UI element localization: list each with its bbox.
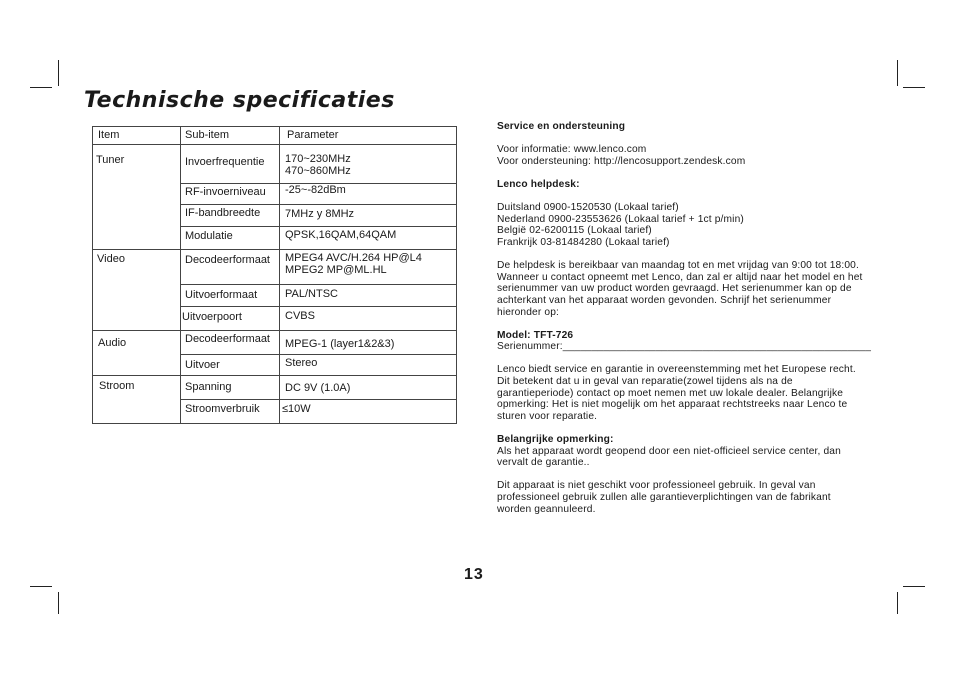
model-label: Model: TFT-726	[497, 329, 574, 341]
helpdesk-line: België 02-6200115 (Lokaal tarief)	[497, 225, 652, 237]
parameter-cell: Stereo	[285, 357, 318, 369]
table-border	[92, 126, 93, 424]
table-column-line	[180, 126, 181, 424]
paragraph-line: Dit apparaat is niet geschikt voor professioneel gebruik. In geval van	[497, 480, 816, 492]
support-section	[497, 121, 897, 527]
subitem-cell: Uitvoerpoort	[182, 311, 242, 323]
info-line: Voor informatie: www.lenco.com	[497, 144, 647, 156]
paragraph-line: Dit betekent dat u in geval van reparatie(zowel tijdens als na de	[497, 376, 793, 388]
helpdesk-heading: Lenco helpdesk:	[497, 178, 580, 190]
table-row-line	[180, 226, 457, 227]
paragraph-line: Wanneer u contact opneemt met Lenco, dan zal er altijd naar het model en het	[497, 271, 863, 283]
subitem-cell: Decodeerformaat	[185, 254, 270, 266]
parameter-cell: DC 9V (1.0A)	[285, 382, 351, 394]
parameter-cell: QPSK,16QAM,64QAM	[285, 229, 397, 241]
parameter-line: MPEG4 AVC/H.264 HP@L4	[285, 252, 422, 264]
contact-info	[497, 144, 897, 167]
table-border	[92, 144, 457, 145]
parameter-cell: -25~-82dBm	[285, 184, 346, 196]
important-note	[497, 434, 897, 469]
parameter-cell: 7MHz y 8MHz	[285, 208, 355, 220]
parameter-cell: PAL/NTSC	[285, 288, 338, 300]
table-row-line	[180, 399, 457, 400]
column-header-subitem: Sub-item	[185, 129, 230, 141]
subitem-cell: Spanning	[185, 381, 232, 393]
helpdesk-numbers	[497, 202, 897, 248]
parameter-line: 470~860MHz	[285, 165, 351, 177]
crop-mark	[903, 586, 925, 587]
parameter-cell: MPEG-1 (layer1&2&3)	[285, 338, 395, 350]
paragraph-line: hieronder op:	[497, 306, 559, 318]
table-border	[456, 126, 457, 424]
paragraph-line: professioneel gebruik zullen alle garantieverplichtingen van de fabrikant	[497, 492, 831, 503]
helpdesk-line: Frankrijk 03-81484280 (Lokaal tarief)	[497, 236, 670, 248]
crop-mark	[897, 592, 898, 614]
table-row-line	[180, 306, 457, 307]
paragraph-line: Lenco biedt service en garantie in overeenstemming met het Europese recht.	[497, 364, 856, 376]
subitem-cell: Uitvoer	[185, 359, 220, 371]
subitem-cell: Invoerfrequentie	[185, 156, 265, 168]
parameter-line: MPEG2 MP@ML.HL	[285, 264, 387, 276]
crop-mark	[897, 60, 898, 86]
parameter-cell	[285, 153, 351, 177]
model-serial	[497, 330, 897, 353]
subitem-cell: Decodeerformaat	[185, 333, 270, 345]
crop-mark	[58, 60, 59, 86]
item-video: Video	[97, 253, 125, 265]
crop-mark	[30, 87, 52, 88]
professional-use-paragraph	[497, 480, 897, 515]
spec-table	[92, 126, 457, 424]
table-row-line	[180, 284, 457, 285]
paragraph-line: worden geannuleerd.	[497, 503, 596, 515]
support-link: Voor ondersteuning: http://lencosupport.zendesk.com	[497, 155, 746, 167]
page-number: 13	[464, 566, 484, 583]
crop-mark	[30, 586, 52, 587]
paragraph-line: De helpdesk is bereikbaar van maandag tot en met vrijdag van 9:00 tot 18:00.	[497, 260, 859, 272]
helpdesk-line: Duitsland 0900-1520530 (Lokaal tarief)	[497, 202, 679, 214]
paragraph-line: achterkant van het apparaat worden gevonden. Schrijf het serienummer	[497, 294, 832, 306]
paragraph-line: sturen voor reparatie.	[497, 410, 598, 422]
table-row-line	[92, 330, 457, 331]
subitem-cell: Stroomverbruik	[185, 403, 260, 415]
parameter-cell: CVBS	[285, 310, 315, 322]
subitem-cell: RF-invoerniveau	[185, 186, 266, 198]
parameter-cell	[285, 252, 422, 276]
table-row-line	[92, 375, 457, 376]
column-header-item: Item	[98, 129, 120, 141]
subitem-cell: Uitvoerformaat	[185, 289, 258, 301]
paragraph-line: serienummer van uw product worden gevraagd. Het serienummer kan op de	[497, 283, 852, 295]
table-border	[92, 126, 457, 127]
helpdesk-line: Nederland 0900-23553626 (Lokaal tarief + 1ct p/min)	[497, 213, 744, 225]
paragraph-line: opmerking: Het is niet mogelijk om het apparaat rechtstreeks naar Lenco te	[497, 399, 848, 411]
paragraph-line: Als het apparaat wordt geopend door een niet-officieel service center, dan	[497, 445, 841, 457]
parameter-cell: ≤10W	[282, 403, 311, 415]
item-tuner: Tuner	[96, 154, 125, 166]
subitem-cell: Modulatie	[185, 230, 233, 242]
table-row-line	[180, 204, 457, 205]
item-audio: Audio	[98, 337, 127, 349]
crop-mark	[58, 592, 59, 614]
table-row-line	[180, 354, 457, 355]
crop-mark	[903, 87, 925, 88]
table-border	[92, 423, 457, 424]
warranty-paragraph	[497, 364, 897, 422]
helpdesk-hours	[497, 260, 897, 318]
item-stroom: Stroom	[99, 380, 135, 392]
support-heading: Service en ondersteuning	[497, 121, 626, 132]
parameter-line: 170~230MHz	[285, 153, 351, 165]
serial-field: Serienummer:_____________________________________________________	[497, 341, 872, 353]
paragraph-line: vervalt de garantie..	[497, 457, 590, 469]
page-title: Technische specificaties	[84, 88, 395, 113]
note-heading: Belangrijke opmerking:	[497, 434, 614, 446]
paragraph-line: garantieperiode) contact op moet nemen met uw lokale dealer. Belangrijke	[497, 387, 844, 399]
column-header-parameter: Parameter	[287, 129, 339, 141]
subitem-cell: IF-bandbreedte	[185, 207, 261, 219]
table-row-line	[92, 249, 457, 250]
table-column-line	[279, 126, 280, 424]
